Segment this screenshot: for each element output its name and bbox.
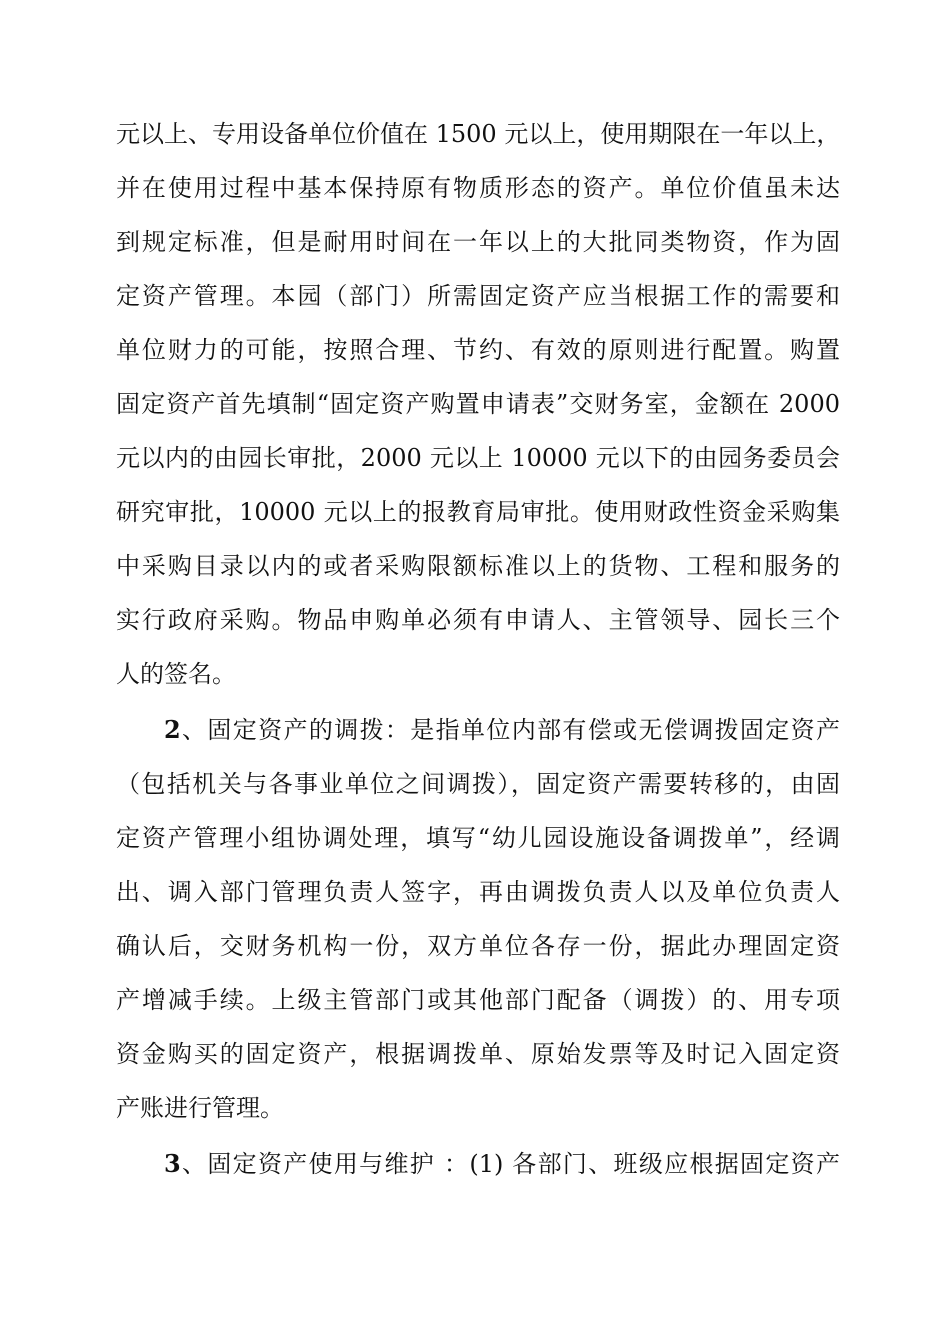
paragraph-first-line bbox=[164, 703, 840, 757]
paragraph-line: 确认后，交财务机构一份，双方单位各存一份，据此办理固定资 bbox=[116, 932, 840, 960]
paragraph-line: 定资产管理小组协调处理，填写“幼儿园设施设备调拨单”，经调 bbox=[116, 824, 840, 852]
paragraph-line: 产账进行管理。 bbox=[116, 1094, 284, 1122]
paragraph-line: 元以上、专用设备单位价值在 1500 元以上，使用期限在一年以上， bbox=[116, 120, 841, 148]
paragraph-line: 资金购买的固定资产，根据调拨单、原始发票等及时记入固定资 bbox=[116, 1040, 840, 1068]
paragraph-line-text: 、固定资产使用与维护 ：(1) 各部门、班级应根据固定资产 bbox=[180, 1150, 840, 1178]
paragraph-line: 并在使用过程中基本保持原有物质形态的资产。单位价值虽未达 bbox=[116, 174, 840, 202]
paragraph-line: 研究审批，10000 元以上的报教育局审批。使用财政性资金采购集 bbox=[116, 498, 840, 526]
paragraph-line: 中采购目录以内的或者采购限额标准以上的货物、工程和服务的 bbox=[116, 552, 840, 580]
paragraph-line: 到规定标准，但是耐用时间在一年以上的大批同类物资，作为固 bbox=[116, 228, 840, 256]
section-number: 2 bbox=[164, 715, 181, 744]
paragraph-first-line bbox=[164, 1137, 840, 1191]
section-number: 3 bbox=[164, 1149, 181, 1178]
paragraph-line: 固定资产首先填制“固定资产购置申请表”交财务室，金额在 2000 bbox=[116, 390, 840, 418]
paragraph-line: 定资产管理。本园（部门）所需固定资产应当根据工作的需要和 bbox=[116, 282, 840, 310]
paragraph-line: 产增减手续。上级主管部门或其他部门配备（调拨）的、用专项 bbox=[116, 986, 840, 1014]
paragraph-line: 元以内的由园长审批，2000 元以上 10000 元以下的由园务委员会 bbox=[116, 444, 840, 472]
paragraph-line: 实行政府采购。物品申购单必须有申请人、主管领导、园长三个 bbox=[116, 606, 840, 634]
paragraph-line: 单位财力的可能，按照合理、节约、有效的原则进行配置。购置 bbox=[116, 336, 840, 364]
paragraph-line: 出、调入部门管理负责人签字，再由调拨负责人以及单位负责人 bbox=[116, 878, 840, 906]
paragraph-line-text: 、固定资产的调拨：是指单位内部有偿或无偿调拨固定资产 bbox=[180, 716, 840, 744]
paragraph-line: 人的签名。 bbox=[116, 660, 236, 688]
paragraph-line: （包括机关与各事业单位之间调拨），固定资产需要转移的，由固 bbox=[116, 770, 840, 798]
